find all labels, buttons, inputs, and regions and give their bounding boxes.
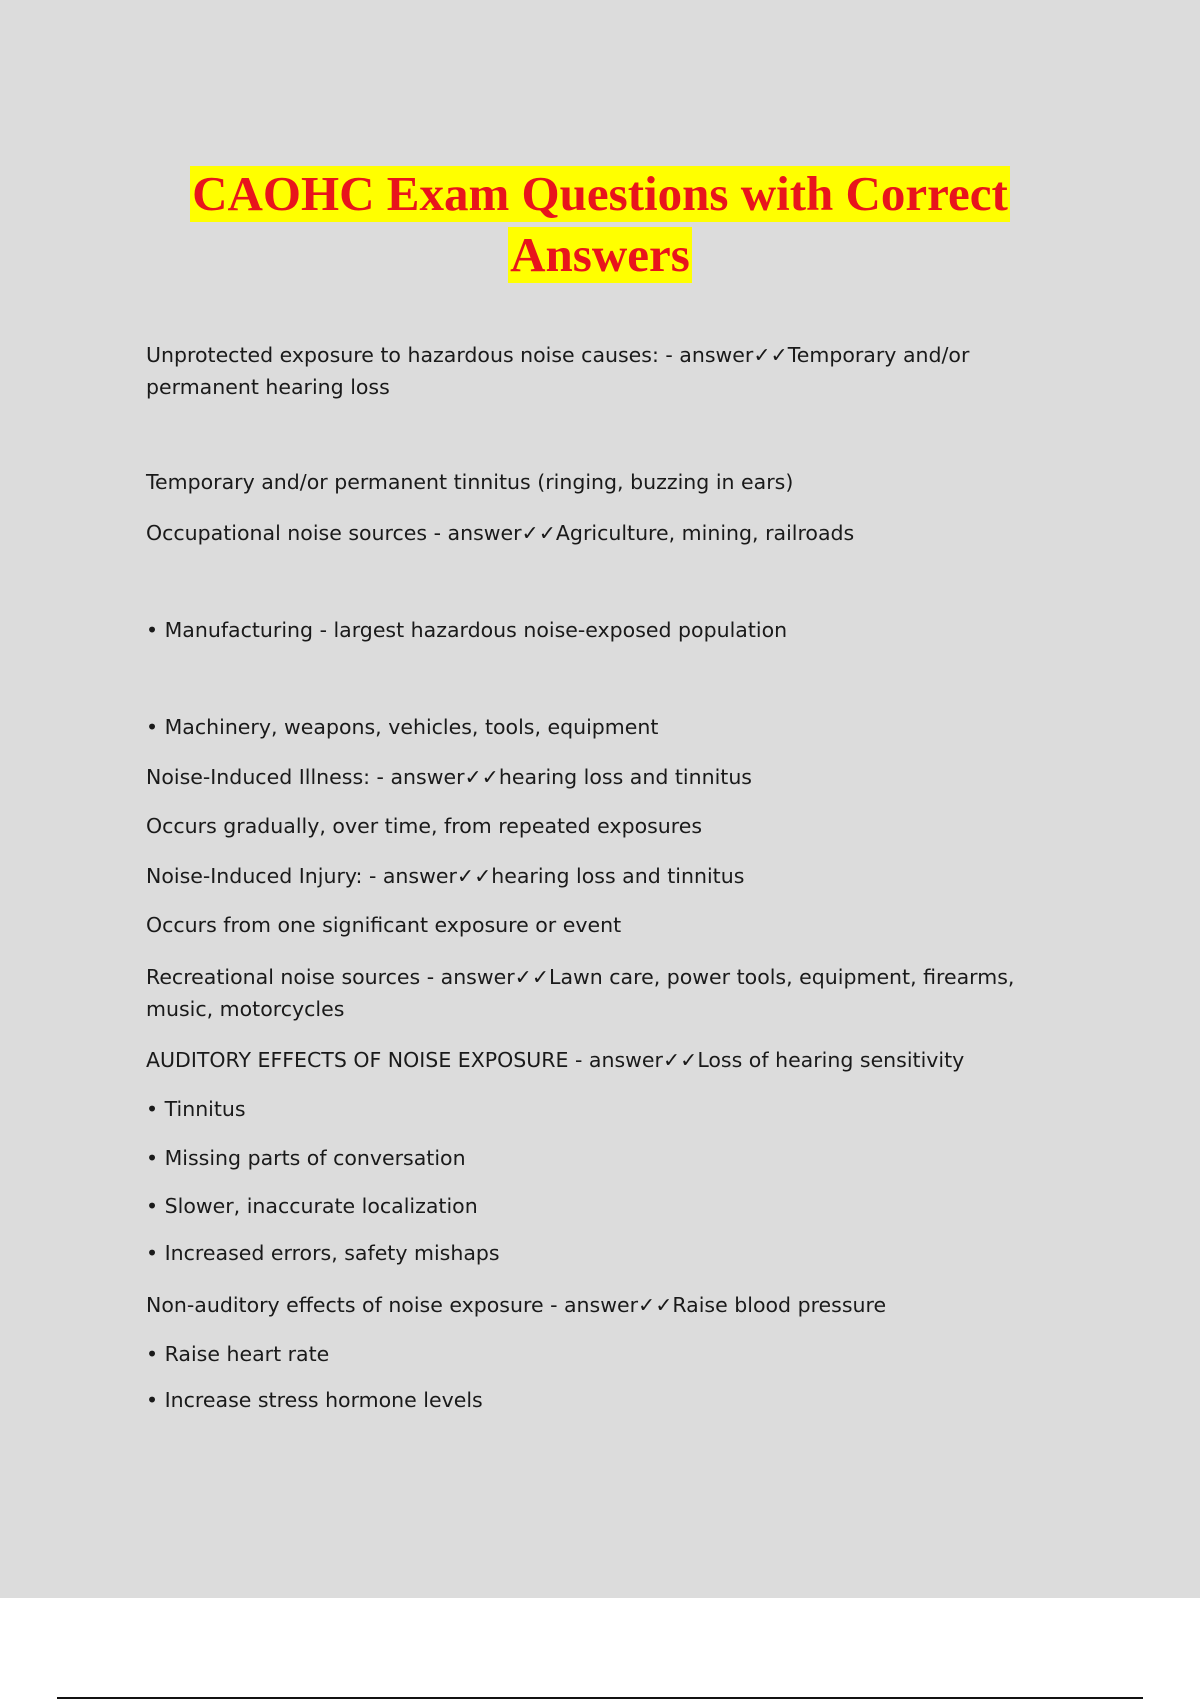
text-occurs-one-exposure: Occurs from one significant exposure or event <box>146 913 622 937</box>
text-tinnitus-temporary: Temporary and/or permanent tinnitus (ringing, buzzing in ears) <box>146 470 794 494</box>
bullet-increased-errors: • Increased errors, safety mishaps <box>146 1241 500 1265</box>
qa-recreational-noise: Recreational noise sources - answer✓✓Lawn care, power tools, equipment, firearms, music, motorcycles <box>146 965 1015 1021</box>
footer-divider <box>57 1697 1143 1699</box>
title-line-2: Answers <box>510 227 690 282</box>
bullet-tinnitus: • Tinnitus <box>146 1097 246 1121</box>
bullet-machinery: • Machinery, weapons, vehicles, tools, equipment <box>146 715 659 739</box>
qa-auditory-effects: AUDITORY EFFECTS OF NOISE EXPOSURE - answer✓✓Loss of hearing sensitivity <box>146 1048 965 1072</box>
bullet-missing-conversation: • Missing parts of conversation <box>146 1146 466 1170</box>
qa-noise-induced-injury: Noise-Induced Injury: - answer✓✓hearing loss and tinnitus <box>146 864 745 888</box>
qa-occupational-noise: Occupational noise sources - answer✓✓Agriculture, mining, railroads <box>146 521 855 545</box>
bullet-slower-localization: • Slower, inaccurate localization <box>146 1194 478 1218</box>
bullet-raise-heart-rate: • Raise heart rate <box>146 1342 330 1366</box>
qa-noise-induced-illness: Noise-Induced Illness: - answer✓✓hearing loss and tinnitus <box>146 765 752 789</box>
text-occurs-gradually: Occurs gradually, over time, from repeated exposures <box>146 814 703 838</box>
bullet-manufacturing: • Manufacturing - largest hazardous noise-exposed population <box>146 618 788 642</box>
title-line-1: CAOHC Exam Questions with Correct <box>192 166 1008 221</box>
qa-unprotected-exposure: Unprotected exposure to hazardous noise causes: - answer✓✓Temporary and/or permanent hearing loss <box>146 343 970 399</box>
qa-non-auditory-effects: Non-auditory effects of noise exposure - answer✓✓Raise blood pressure <box>146 1293 887 1317</box>
bullet-stress-hormone: • Increase stress hormone levels <box>146 1388 483 1412</box>
